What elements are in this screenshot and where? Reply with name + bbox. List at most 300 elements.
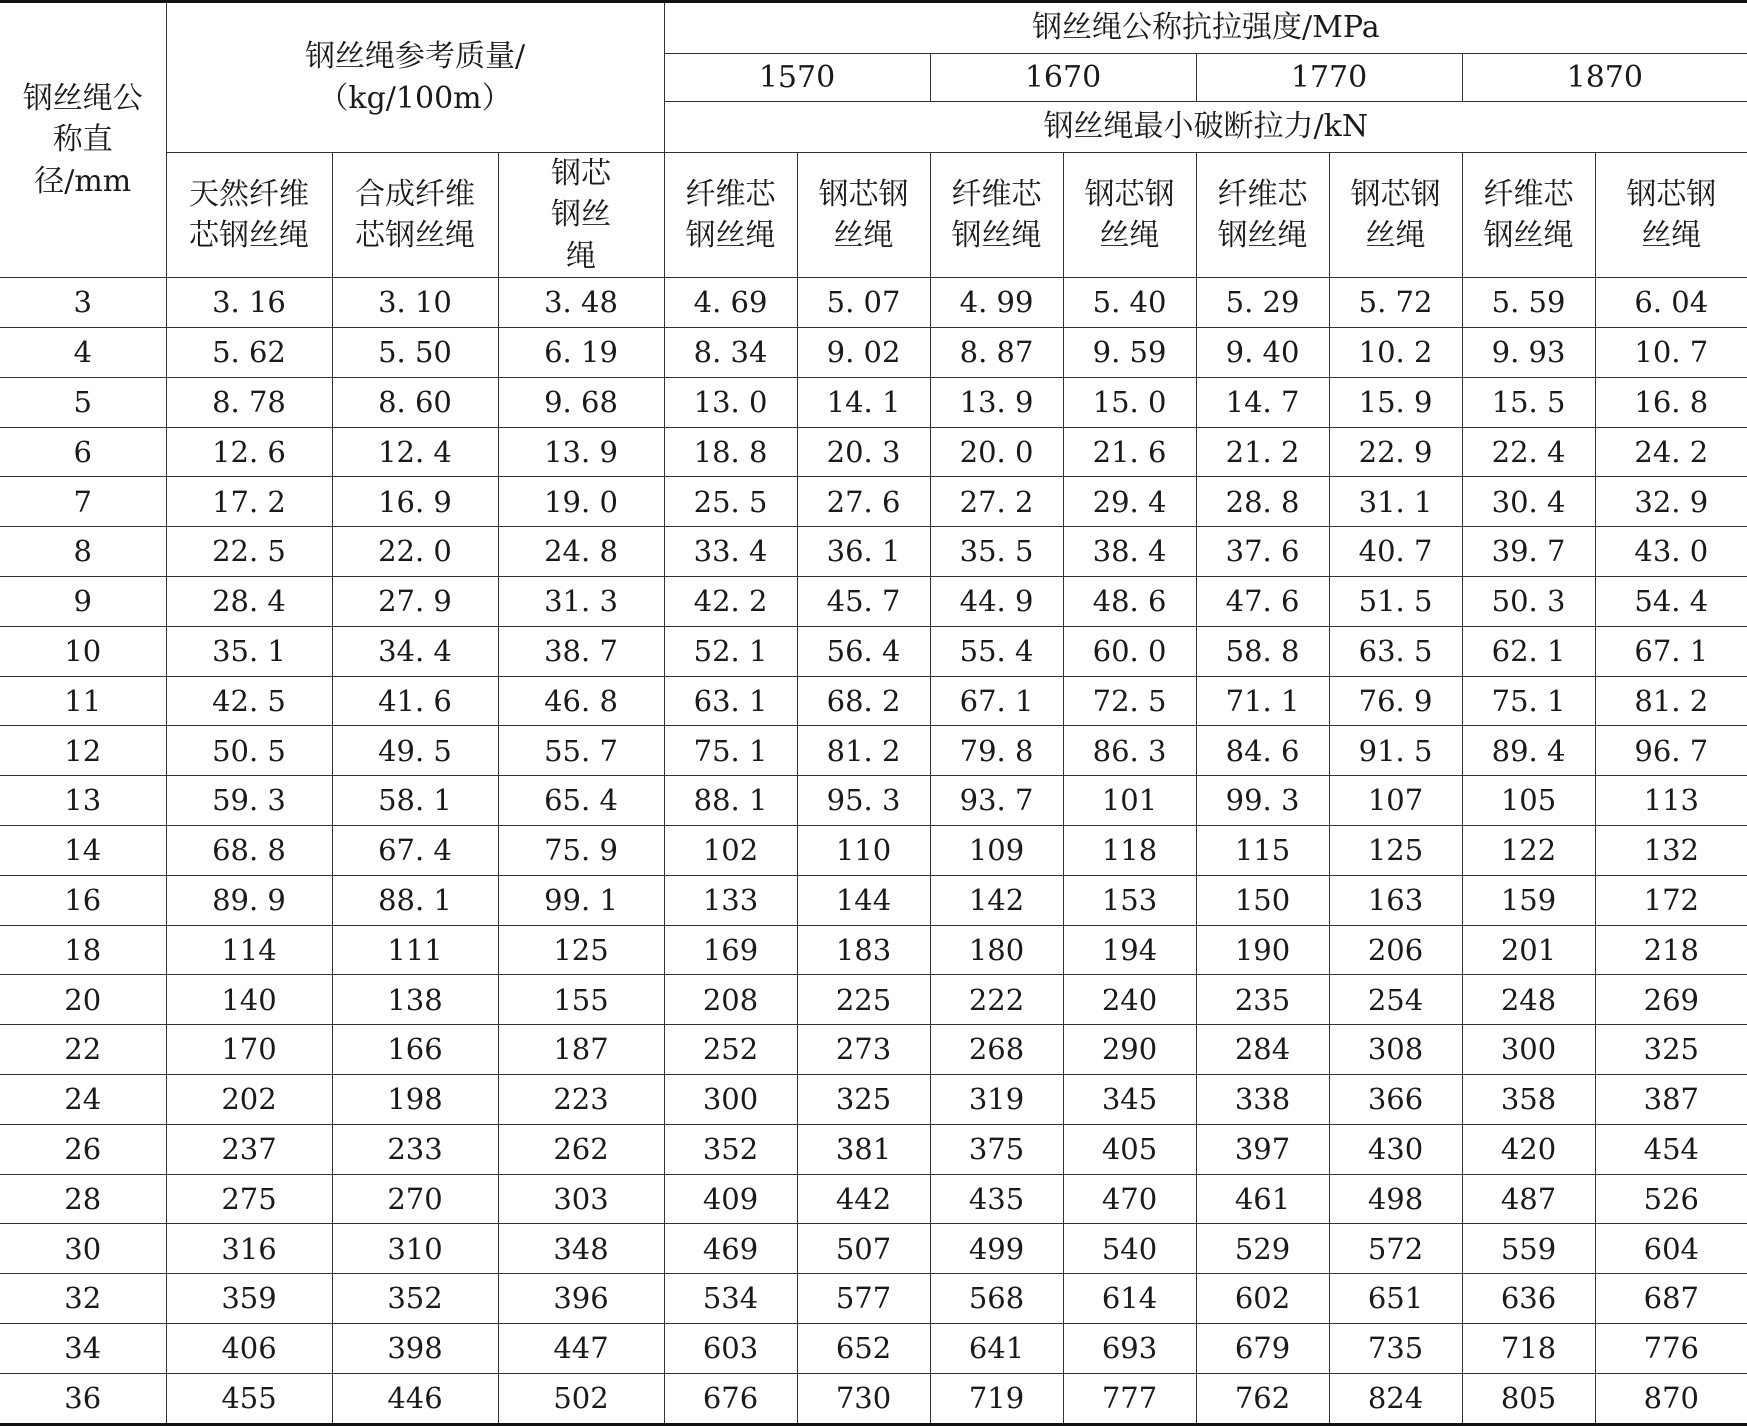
diameter-cell: 30	[0, 1224, 166, 1274]
value-cell: 42. 5	[166, 676, 332, 726]
value-cell: 75. 9	[498, 825, 664, 875]
table-row	[0, 1323, 1747, 1373]
table-body	[0, 278, 1747, 1424]
value-cell: 398	[332, 1323, 498, 1373]
value-cell: 776	[1595, 1323, 1747, 1373]
force-subheader: 纤维芯钢丝绳	[1462, 153, 1595, 278]
table-row	[0, 377, 1747, 427]
value-cell: 319	[930, 1074, 1063, 1124]
value-cell: 22. 4	[1462, 427, 1595, 477]
table-row	[0, 726, 1747, 776]
mass-subheader: 天然纤维芯钢丝绳	[166, 153, 332, 278]
value-cell: 163	[1329, 875, 1462, 925]
value-cell: 159	[1462, 875, 1595, 925]
table-row	[0, 327, 1747, 377]
diameter-cell: 12	[0, 726, 166, 776]
value-cell: 651	[1329, 1274, 1462, 1324]
strength-header: 钢丝绳公称抗拉强度/MPa	[664, 2, 1747, 54]
value-cell: 614	[1063, 1274, 1196, 1324]
value-cell: 8. 34	[664, 327, 797, 377]
value-cell: 348	[498, 1224, 664, 1274]
value-cell: 461	[1196, 1174, 1329, 1224]
value-cell: 54. 4	[1595, 576, 1747, 626]
value-cell: 71. 1	[1196, 676, 1329, 726]
value-cell: 5. 29	[1196, 278, 1329, 328]
value-cell: 870	[1595, 1373, 1747, 1424]
value-cell: 89. 9	[166, 875, 332, 925]
value-cell: 529	[1196, 1224, 1329, 1274]
diameter-cell: 22	[0, 1025, 166, 1075]
diameter-header: 钢丝绳公称直径/mm	[0, 2, 166, 278]
value-cell: 325	[1595, 1025, 1747, 1075]
value-cell: 55. 7	[498, 726, 664, 776]
value-cell: 206	[1329, 925, 1462, 975]
value-cell: 43. 0	[1595, 527, 1747, 577]
value-cell: 18. 8	[664, 427, 797, 477]
diameter-cell: 36	[0, 1373, 166, 1424]
diameter-cell: 34	[0, 1323, 166, 1373]
value-cell: 499	[930, 1224, 1063, 1274]
value-cell: 9. 93	[1462, 327, 1595, 377]
value-cell: 169	[664, 925, 797, 975]
value-cell: 46. 8	[498, 676, 664, 726]
value-cell: 50. 3	[1462, 576, 1595, 626]
value-cell: 6. 19	[498, 327, 664, 377]
value-cell: 67. 1	[1595, 626, 1747, 676]
diameter-cell: 3	[0, 278, 166, 328]
value-cell: 4. 69	[664, 278, 797, 328]
value-cell: 240	[1063, 975, 1196, 1025]
value-cell: 76. 9	[1329, 676, 1462, 726]
value-cell: 345	[1063, 1074, 1196, 1124]
table-row	[0, 925, 1747, 975]
value-cell: 693	[1063, 1323, 1196, 1373]
value-cell: 93. 7	[930, 776, 1063, 826]
value-cell: 56. 4	[797, 626, 930, 676]
value-cell: 36. 1	[797, 527, 930, 577]
value-cell: 208	[664, 975, 797, 1025]
value-cell: 735	[1329, 1323, 1462, 1373]
diameter-cell: 11	[0, 676, 166, 726]
value-cell: 273	[797, 1025, 930, 1075]
value-cell: 454	[1595, 1124, 1747, 1174]
value-cell: 142	[930, 875, 1063, 925]
value-cell: 63. 5	[1329, 626, 1462, 676]
value-cell: 15. 0	[1063, 377, 1196, 427]
value-cell: 59. 3	[166, 776, 332, 826]
value-cell: 39. 7	[1462, 527, 1595, 577]
value-cell: 8. 60	[332, 377, 498, 427]
table-row	[0, 975, 1747, 1025]
value-cell: 35. 5	[930, 527, 1063, 577]
value-cell: 118	[1063, 825, 1196, 875]
value-cell: 10. 7	[1595, 327, 1747, 377]
value-cell: 8. 87	[930, 327, 1063, 377]
value-cell: 396	[498, 1274, 664, 1324]
value-cell: 469	[664, 1224, 797, 1274]
value-cell: 8. 78	[166, 377, 332, 427]
value-cell: 99. 3	[1196, 776, 1329, 826]
value-cell: 35. 1	[166, 626, 332, 676]
value-cell: 308	[1329, 1025, 1462, 1075]
value-cell: 72. 5	[1063, 676, 1196, 726]
diameter-cell: 18	[0, 925, 166, 975]
value-cell: 352	[332, 1274, 498, 1324]
strength-grade: 1570	[664, 54, 930, 102]
value-cell: 507	[797, 1224, 930, 1274]
value-cell: 420	[1462, 1124, 1595, 1174]
value-cell: 95. 3	[797, 776, 930, 826]
value-cell: 58. 1	[332, 776, 498, 826]
value-cell: 86. 3	[1063, 726, 1196, 776]
table-row	[0, 427, 1747, 477]
value-cell: 55. 4	[930, 626, 1063, 676]
value-cell: 63. 1	[664, 676, 797, 726]
value-cell: 172	[1595, 875, 1747, 925]
force-subheader: 钢芯钢丝绳	[1063, 153, 1196, 278]
value-cell: 9. 59	[1063, 327, 1196, 377]
value-cell: 113	[1595, 776, 1747, 826]
value-cell: 14. 1	[797, 377, 930, 427]
table-row	[0, 1174, 1747, 1224]
value-cell: 190	[1196, 925, 1329, 975]
value-cell: 16. 9	[332, 477, 498, 527]
breaking-force-header: 钢丝绳最小破断拉力/kN	[664, 102, 1747, 153]
value-cell: 81. 2	[1595, 676, 1747, 726]
value-cell: 3. 48	[498, 278, 664, 328]
value-cell: 435	[930, 1174, 1063, 1224]
value-cell: 15. 9	[1329, 377, 1462, 427]
value-cell: 41. 6	[332, 676, 498, 726]
value-cell: 15. 5	[1462, 377, 1595, 427]
value-cell: 676	[664, 1373, 797, 1424]
value-cell: 262	[498, 1124, 664, 1174]
value-cell: 3. 10	[332, 278, 498, 328]
value-cell: 387	[1595, 1074, 1747, 1124]
table-row	[0, 825, 1747, 875]
value-cell: 14. 7	[1196, 377, 1329, 427]
value-cell: 636	[1462, 1274, 1595, 1324]
value-cell: 248	[1462, 975, 1595, 1025]
value-cell: 88. 1	[664, 776, 797, 826]
table-row	[0, 676, 1747, 726]
value-cell: 102	[664, 825, 797, 875]
value-cell: 201	[1462, 925, 1595, 975]
value-cell: 300	[1462, 1025, 1595, 1075]
value-cell: 5. 07	[797, 278, 930, 328]
force-subheader: 钢芯钢丝绳	[797, 153, 930, 278]
value-cell: 194	[1063, 925, 1196, 975]
value-cell: 27. 9	[332, 576, 498, 626]
value-cell: 9. 40	[1196, 327, 1329, 377]
value-cell: 91. 5	[1329, 726, 1462, 776]
value-cell: 68. 8	[166, 825, 332, 875]
table-row	[0, 1274, 1747, 1324]
value-cell: 68. 2	[797, 676, 930, 726]
value-cell: 88. 1	[332, 875, 498, 925]
value-cell: 81. 2	[797, 726, 930, 776]
value-cell: 338	[1196, 1074, 1329, 1124]
value-cell: 5. 40	[1063, 278, 1196, 328]
value-cell: 115	[1196, 825, 1329, 875]
value-cell: 75. 1	[1462, 676, 1595, 726]
value-cell: 310	[332, 1224, 498, 1274]
value-cell: 47. 6	[1196, 576, 1329, 626]
value-cell: 805	[1462, 1373, 1595, 1424]
value-cell: 730	[797, 1373, 930, 1424]
value-cell: 166	[332, 1025, 498, 1075]
value-cell: 455	[166, 1373, 332, 1424]
value-cell: 470	[1063, 1174, 1196, 1224]
value-cell: 22. 0	[332, 527, 498, 577]
value-cell: 719	[930, 1373, 1063, 1424]
value-cell: 16. 8	[1595, 377, 1747, 427]
diameter-cell: 28	[0, 1174, 166, 1224]
table-row	[0, 477, 1747, 527]
value-cell: 718	[1462, 1323, 1595, 1373]
value-cell: 49. 5	[332, 726, 498, 776]
value-cell: 40. 7	[1329, 527, 1462, 577]
value-cell: 22. 9	[1329, 427, 1462, 477]
value-cell: 180	[930, 925, 1063, 975]
value-cell: 526	[1595, 1174, 1747, 1224]
value-cell: 487	[1462, 1174, 1595, 1224]
value-cell: 51. 5	[1329, 576, 1462, 626]
value-cell: 60. 0	[1063, 626, 1196, 676]
value-cell: 252	[664, 1025, 797, 1075]
value-cell: 12. 4	[332, 427, 498, 477]
value-cell: 777	[1063, 1373, 1196, 1424]
value-cell: 38. 4	[1063, 527, 1196, 577]
value-cell: 222	[930, 975, 1063, 1025]
mass-header: 钢丝绳参考质量/（kg/100m）	[166, 2, 664, 153]
value-cell: 5. 59	[1462, 278, 1595, 328]
value-cell: 183	[797, 925, 930, 975]
value-cell: 27. 2	[930, 477, 1063, 527]
value-cell: 30. 4	[1462, 477, 1595, 527]
value-cell: 446	[332, 1373, 498, 1424]
value-cell: 316	[166, 1224, 332, 1274]
value-cell: 687	[1595, 1274, 1747, 1324]
value-cell: 65. 4	[498, 776, 664, 826]
table-row	[0, 1074, 1747, 1124]
value-cell: 198	[332, 1074, 498, 1124]
value-cell: 602	[1196, 1274, 1329, 1324]
value-cell: 187	[498, 1025, 664, 1075]
value-cell: 430	[1329, 1124, 1462, 1174]
value-cell: 352	[664, 1124, 797, 1174]
value-cell: 37. 6	[1196, 527, 1329, 577]
value-cell: 290	[1063, 1025, 1196, 1075]
value-cell: 254	[1329, 975, 1462, 1025]
force-subheader: 纤维芯钢丝绳	[930, 153, 1063, 278]
table-row	[0, 776, 1747, 826]
value-cell: 604	[1595, 1224, 1747, 1274]
value-cell: 498	[1329, 1174, 1462, 1224]
value-cell: 442	[797, 1174, 930, 1224]
value-cell: 397	[1196, 1124, 1329, 1174]
value-cell: 45. 7	[797, 576, 930, 626]
value-cell: 5. 72	[1329, 278, 1462, 328]
value-cell: 237	[166, 1124, 332, 1174]
value-cell: 110	[797, 825, 930, 875]
table-row	[0, 1373, 1747, 1424]
value-cell: 559	[1462, 1224, 1595, 1274]
value-cell: 101	[1063, 776, 1196, 826]
value-cell: 577	[797, 1274, 930, 1324]
value-cell: 31. 3	[498, 576, 664, 626]
value-cell: 19. 0	[498, 477, 664, 527]
value-cell: 572	[1329, 1224, 1462, 1274]
value-cell: 58. 8	[1196, 626, 1329, 676]
value-cell: 144	[797, 875, 930, 925]
value-cell: 25. 5	[664, 477, 797, 527]
value-cell: 652	[797, 1323, 930, 1373]
strength-grade: 1870	[1462, 54, 1747, 102]
value-cell: 21. 2	[1196, 427, 1329, 477]
diameter-cell: 9	[0, 576, 166, 626]
value-cell: 75. 1	[664, 726, 797, 776]
value-cell: 269	[1595, 975, 1747, 1025]
value-cell: 22. 5	[166, 527, 332, 577]
value-cell: 111	[332, 925, 498, 975]
value-cell: 96. 7	[1595, 726, 1747, 776]
value-cell: 114	[166, 925, 332, 975]
table-row	[0, 576, 1747, 626]
value-cell: 44. 9	[930, 576, 1063, 626]
value-cell: 359	[166, 1274, 332, 1324]
value-cell: 284	[1196, 1025, 1329, 1075]
diameter-cell: 5	[0, 377, 166, 427]
value-cell: 52. 1	[664, 626, 797, 676]
diameter-cell: 8	[0, 527, 166, 577]
value-cell: 824	[1329, 1373, 1462, 1424]
value-cell: 13. 0	[664, 377, 797, 427]
value-cell: 67. 4	[332, 825, 498, 875]
value-cell: 79. 8	[930, 726, 1063, 776]
value-cell: 233	[332, 1124, 498, 1174]
value-cell: 10. 2	[1329, 327, 1462, 377]
value-cell: 447	[498, 1323, 664, 1373]
value-cell: 107	[1329, 776, 1462, 826]
table-row	[0, 626, 1747, 676]
value-cell: 223	[498, 1074, 664, 1124]
value-cell: 3. 16	[166, 278, 332, 328]
force-subheader: 纤维芯钢丝绳	[664, 153, 797, 278]
value-cell: 5. 62	[166, 327, 332, 377]
value-cell: 13. 9	[930, 377, 1063, 427]
value-cell: 21. 6	[1063, 427, 1196, 477]
diameter-cell: 24	[0, 1074, 166, 1124]
value-cell: 275	[166, 1174, 332, 1224]
value-cell: 33. 4	[664, 527, 797, 577]
value-cell: 303	[498, 1174, 664, 1224]
value-cell: 155	[498, 975, 664, 1025]
value-cell: 17. 2	[166, 477, 332, 527]
value-cell: 48. 6	[1063, 576, 1196, 626]
value-cell: 89. 4	[1462, 726, 1595, 776]
value-cell: 568	[930, 1274, 1063, 1324]
value-cell: 366	[1329, 1074, 1462, 1124]
value-cell: 325	[797, 1074, 930, 1124]
value-cell: 13. 9	[498, 427, 664, 477]
diameter-cell: 26	[0, 1124, 166, 1174]
value-cell: 125	[498, 925, 664, 975]
value-cell: 9. 02	[797, 327, 930, 377]
table-row	[0, 527, 1747, 577]
value-cell: 381	[797, 1124, 930, 1174]
diameter-cell: 16	[0, 875, 166, 925]
table-row	[0, 1224, 1747, 1274]
force-subheader: 钢芯钢丝绳	[1595, 153, 1747, 278]
value-cell: 125	[1329, 825, 1462, 875]
value-cell: 9. 68	[498, 377, 664, 427]
diameter-cell: 4	[0, 327, 166, 377]
value-cell: 502	[498, 1373, 664, 1424]
table-row	[0, 278, 1747, 328]
value-cell: 679	[1196, 1323, 1329, 1373]
value-cell: 105	[1462, 776, 1595, 826]
table-row	[0, 1025, 1747, 1075]
table-row	[0, 875, 1747, 925]
diameter-cell: 14	[0, 825, 166, 875]
value-cell: 34. 4	[332, 626, 498, 676]
value-cell: 12. 6	[166, 427, 332, 477]
diameter-cell: 10	[0, 626, 166, 676]
value-cell: 270	[332, 1174, 498, 1224]
value-cell: 540	[1063, 1224, 1196, 1274]
value-cell: 42. 2	[664, 576, 797, 626]
value-cell: 603	[664, 1323, 797, 1373]
value-cell: 534	[664, 1274, 797, 1324]
value-cell: 153	[1063, 875, 1196, 925]
value-cell: 84. 6	[1196, 726, 1329, 776]
value-cell: 5. 50	[332, 327, 498, 377]
strength-grade: 1670	[930, 54, 1196, 102]
strength-grade: 1770	[1196, 54, 1462, 102]
diameter-cell: 13	[0, 776, 166, 826]
value-cell: 6. 04	[1595, 278, 1747, 328]
value-cell: 405	[1063, 1124, 1196, 1174]
force-subheader: 钢芯钢丝绳	[1329, 153, 1462, 278]
force-subheader: 纤维芯钢丝绳	[1196, 153, 1329, 278]
value-cell: 358	[1462, 1074, 1595, 1124]
value-cell: 31. 1	[1329, 477, 1462, 527]
value-cell: 4. 99	[930, 278, 1063, 328]
value-cell: 67. 1	[930, 676, 1063, 726]
value-cell: 28. 4	[166, 576, 332, 626]
value-cell: 132	[1595, 825, 1747, 875]
diameter-cell: 7	[0, 477, 166, 527]
value-cell: 20. 3	[797, 427, 930, 477]
value-cell: 99. 1	[498, 875, 664, 925]
value-cell: 20. 0	[930, 427, 1063, 477]
mass-subheader: 合成纤维芯钢丝绳	[332, 153, 498, 278]
value-cell: 300	[664, 1074, 797, 1124]
value-cell: 170	[166, 1025, 332, 1075]
value-cell: 24. 2	[1595, 427, 1747, 477]
value-cell: 138	[332, 975, 498, 1025]
value-cell: 29. 4	[1063, 477, 1196, 527]
value-cell: 140	[166, 975, 332, 1025]
value-cell: 218	[1595, 925, 1747, 975]
diameter-cell: 20	[0, 975, 166, 1025]
value-cell: 150	[1196, 875, 1329, 925]
value-cell: 268	[930, 1025, 1063, 1075]
value-cell: 235	[1196, 975, 1329, 1025]
diameter-cell: 6	[0, 427, 166, 477]
value-cell: 133	[664, 875, 797, 925]
